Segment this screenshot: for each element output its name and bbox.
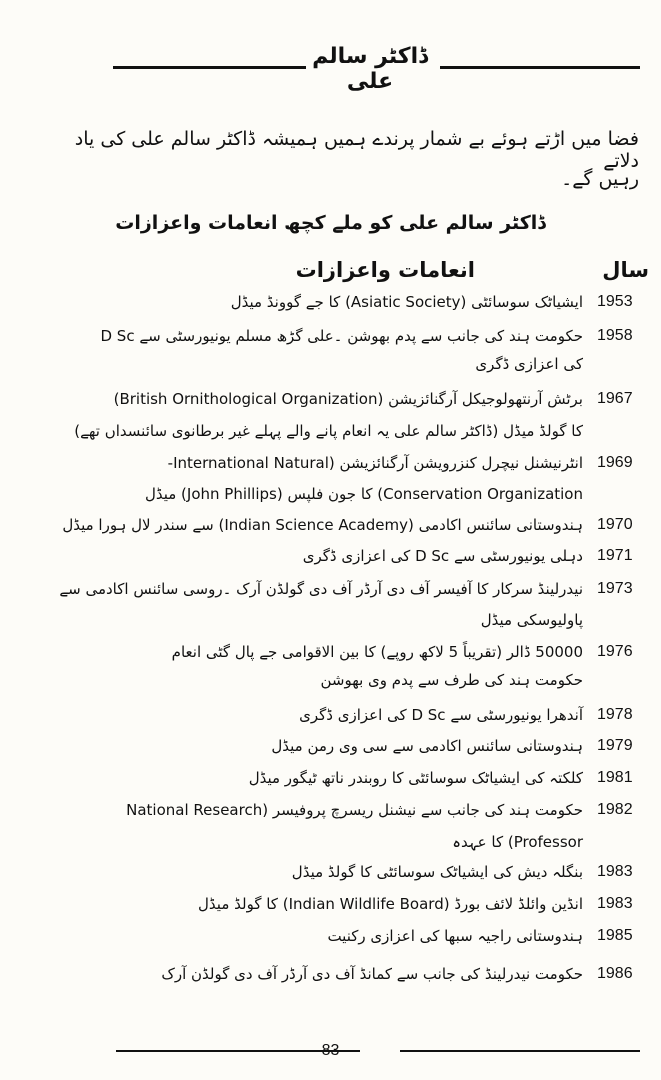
footer-rule-right [400, 1050, 640, 1052]
award-year: 1976 [597, 643, 633, 660]
award-year: 1981 [597, 769, 633, 786]
award-year: 1971 [597, 547, 633, 564]
award-year: 1979 [597, 737, 633, 754]
award-text: ایشیاٹک سوسائٹی (Asiatic Society) کا جے گوونڈ میڈل [230, 293, 583, 311]
award-row [0, 826, 661, 858]
award-row [0, 540, 661, 572]
award-text: حکومت ہند کی جانب سے نیشنل ریسرچ پروفیسر (National Research [126, 801, 583, 819]
award-text: کا گولڈ میڈل (ڈاکٹر سالم علی یہ انعام پانے والے پہلے غیر برطانوی سائنسداں تھے) [74, 422, 583, 440]
award-row [0, 573, 661, 605]
award-row [0, 794, 661, 826]
award-row [0, 383, 661, 415]
award-row [0, 856, 661, 888]
header-rule-right [440, 66, 640, 69]
award-row [0, 286, 661, 318]
column-header-awards: انعامات واعزازات [295, 258, 475, 282]
award-row [0, 888, 661, 920]
award-row [0, 447, 661, 479]
award-text: نیدرلینڈ سرکار کا آفیسر آف دی آرڈر آف دی گولڈن آرک ۔روسی سائنس اکادمی سے [59, 580, 583, 598]
award-text: دہلی یونیورسٹی سے D Sc کی اعزازی ڈگری [302, 547, 583, 565]
award-text: حکومت ہند کی طرف سے پدم وی بھوشن [320, 671, 583, 689]
award-row [0, 958, 661, 990]
section-heading: ڈاکٹر سالم علی کو ملے کچھ انعامات واعزازات [115, 212, 546, 234]
award-text: کلکتہ کی ایشیاٹک سوسائٹی کا روبندر ناتھ ٹیگور میڈل [248, 769, 583, 787]
award-row [0, 509, 661, 541]
award-text: پاولیوسکی میڈل [480, 611, 583, 629]
award-row [0, 348, 661, 380]
award-text: کی اعزازی ڈگری [475, 355, 583, 373]
award-year: 1967 [597, 390, 633, 407]
page-header-title: ڈاکٹر سالم علی [312, 44, 428, 94]
award-text: Conservation Organization) کا جون فلپس (John Phillips) میڈل [144, 485, 583, 503]
award-year: 1986 [597, 965, 633, 982]
award-text: حکومت نیدرلینڈ کی جانب سے کمانڈ آف دی آرڈر آف دی گولڈن آرک [161, 965, 583, 983]
award-row [0, 604, 661, 636]
award-row [0, 478, 661, 510]
award-year: 1985 [597, 927, 633, 944]
award-row [0, 415, 661, 447]
award-row [0, 762, 661, 794]
award-text: Professor) کا عہدہ [452, 833, 583, 851]
award-year: 1953 [597, 293, 633, 310]
award-row [0, 664, 661, 696]
award-year: 1982 [597, 801, 633, 818]
award-text: انڈین وائلڈ لائف بورڈ (Indian Wildlife Board) کا گولڈ میڈل [198, 895, 583, 913]
award-text: حکومت ہند کی جانب سے پدم بھوشن ۔علی گڑھ مسلم یونیورسٹی سے D Sc [100, 327, 583, 345]
column-header-year: سال [602, 258, 649, 282]
page-number: 83 [321, 1042, 340, 1059]
award-text: بنگلہ دیش کی ایشیاٹک سوسائٹی کا گولڈ میڈل [291, 863, 583, 881]
award-text: 50000 ڈالر (تقریباً 5 لاکھ روپے) کا بین الاقوامی جے پال گٹی انعام [171, 643, 583, 661]
award-year: 1973 [597, 580, 633, 597]
award-row [0, 699, 661, 731]
award-text: آندھرا یونیورسٹی سے D Sc کی اعزازی ڈگری [299, 706, 583, 724]
header-rule-left [113, 66, 306, 69]
award-text: ہندوستانی راجیہ سبھا کی اعزازی رکنیت [327, 927, 583, 945]
award-year: 1958 [597, 327, 633, 344]
award-row [0, 920, 661, 952]
award-text: برٹش آرنتھولوجیکل آرگنائزیشن (British Ornithological Organization) [113, 390, 583, 408]
award-year: 1983 [597, 863, 633, 880]
award-row [0, 730, 661, 762]
intro-line-1: فضا میں اڑتے ہوئے بے شمار پرندے ہمیں ہمیشہ ڈاکٹر سالم علی کی یاد دلاتے [74, 128, 639, 172]
intro-line-2: رہیں گے۔ [561, 168, 639, 190]
award-year: 1970 [597, 516, 633, 533]
award-text: ہندوستانی سائنس اکادمی سے سی وی رمن میڈل [271, 737, 583, 755]
award-year: 1978 [597, 706, 633, 723]
award-year: 1983 [597, 895, 633, 912]
award-text: ہندوستانی سائنس اکادمی (Indian Science Academy) سے سندر لال ہورا میڈل [62, 516, 583, 534]
award-year: 1969 [597, 454, 633, 471]
award-text: انٹرنیشنل نیچرل کنزرویشن آرگنائزیشن (International Natural- [167, 454, 583, 472]
